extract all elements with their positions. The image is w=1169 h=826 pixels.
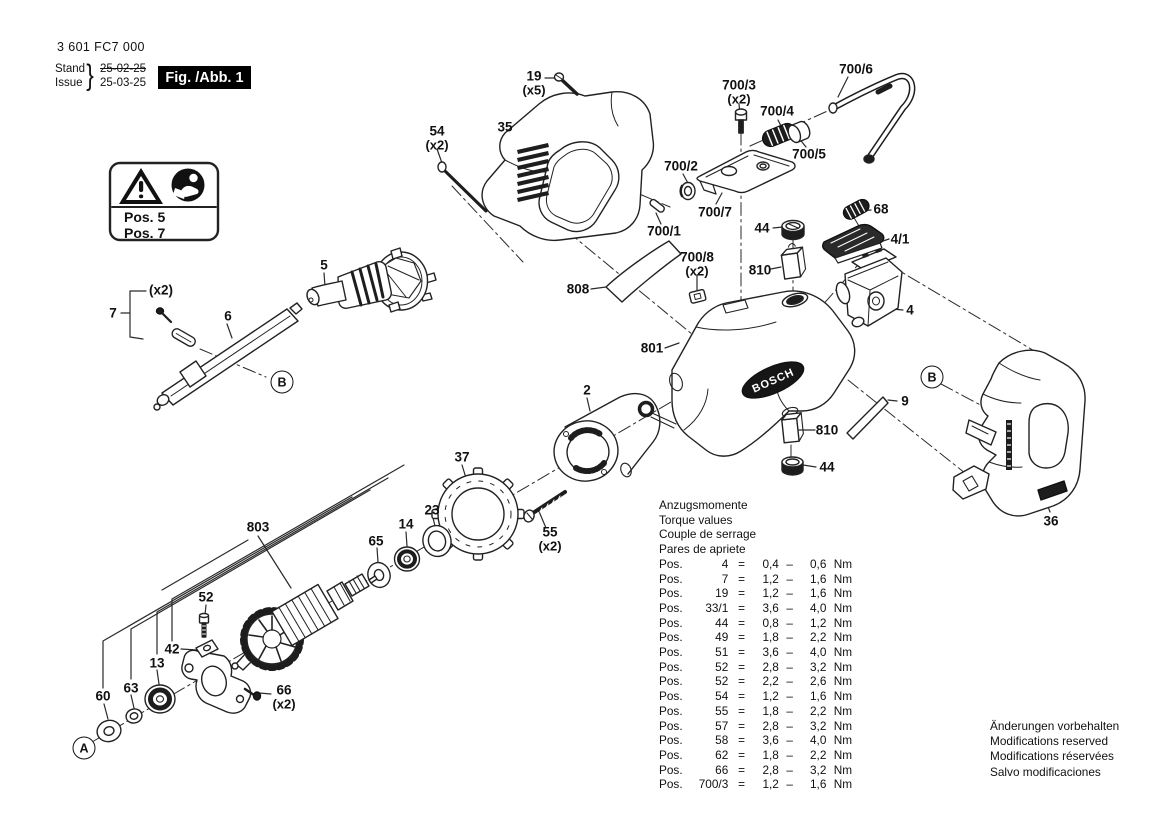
part-number-label [873, 202, 888, 216]
part-number-label [149, 283, 173, 297]
stand-issue-labels [55, 62, 85, 90]
part-number-text: 9 [901, 393, 909, 409]
part-number-text: 44 [819, 459, 835, 475]
torque-range-dash: – [786, 703, 793, 718]
torque-unit: Nm [833, 703, 853, 718]
torque-max-value: 1,2 [810, 615, 827, 630]
part-number-label [754, 221, 769, 235]
torque-pos-number: 54 [715, 689, 729, 704]
part-number-text: 2 [583, 382, 591, 398]
modifications-notice [990, 719, 1119, 780]
torque-row [659, 660, 852, 675]
torque-pos-prefix: Pos. [659, 571, 683, 586]
torque-equals: = [738, 600, 745, 615]
torque-range-dash: – [786, 645, 793, 660]
read-manual-icon [172, 169, 205, 202]
torque-min-value: 3,6 [762, 600, 779, 615]
torque-max-value: 4,0 [810, 600, 827, 615]
part-number-label [664, 159, 698, 173]
torque-pos-number: 4 [721, 556, 729, 571]
part-number-label [647, 224, 681, 238]
torque-range-dash: – [786, 586, 793, 601]
torque-equals: = [738, 747, 745, 762]
torque-pos-number: 51 [715, 645, 729, 660]
torque-max-value: 3,2 [810, 659, 827, 674]
part-number-label [906, 303, 914, 317]
part-700-1-pin [649, 198, 666, 213]
torque-row [659, 586, 852, 601]
part-quantity-text: (x5) [522, 82, 546, 97]
torque-range-dash: – [786, 659, 793, 674]
torque-unit: Nm [833, 556, 853, 571]
torque-equals: = [738, 586, 745, 601]
part-number-text: 700/4 [760, 103, 794, 119]
part-quantity-text: (x2) [538, 538, 562, 553]
torque-equals: = [738, 659, 745, 674]
torque-pos-prefix: Pos. [659, 600, 683, 615]
torque-range-dash: – [786, 762, 793, 777]
torque-pos-number: 7 [721, 571, 729, 586]
torque-equals: = [738, 718, 745, 733]
torque-range-dash: – [786, 747, 793, 762]
part-number-label [1043, 514, 1058, 528]
part-number-text: 700/6 [839, 61, 873, 77]
part-number-text: 55 [542, 524, 558, 540]
torque-pos-prefix: Pos. [659, 703, 683, 718]
torque-unit: Nm [833, 762, 853, 777]
torque-pos-number: 700/3 [698, 777, 729, 792]
part-number-label [816, 423, 839, 437]
part-number-label [198, 590, 213, 604]
part-700-3-screw [736, 109, 747, 133]
part-number-text: 5 [320, 257, 328, 273]
part-number-text: 66 [276, 682, 292, 698]
torque-pos-number: 49 [715, 630, 729, 645]
torque-equals: = [738, 630, 745, 645]
part-number-text: 700/7 [698, 204, 732, 220]
part-number-label [454, 450, 469, 464]
torque-row [659, 748, 852, 763]
torque-min-value: 1,2 [762, 689, 779, 704]
torque-pos-prefix: Pos. [659, 615, 683, 630]
torque-min-value: 1,8 [762, 630, 779, 645]
torque-pos-prefix: Pos. [659, 674, 683, 689]
part-13-ball-bearing [145, 685, 175, 713]
torque-equals: = [738, 762, 745, 777]
torque-pos-prefix: Pos. [659, 747, 683, 762]
torque-row [659, 572, 852, 587]
part-number-text: 35 [497, 119, 513, 135]
part-number-text: (x2) [148, 282, 174, 298]
part-52-screw [200, 614, 209, 638]
torque-range-dash: – [786, 777, 793, 792]
torque-range-dash: – [786, 571, 793, 586]
torque-range-dash: – [786, 556, 793, 571]
part-42-crank-arm [182, 640, 251, 713]
part-number-label [698, 205, 732, 219]
torque-table-rows [659, 557, 852, 792]
torque-range-dash: – [786, 600, 793, 615]
part-number-label [839, 62, 873, 76]
torque-row [659, 616, 852, 631]
part-number-label [149, 656, 164, 670]
torque-pos-number: 57 [715, 718, 729, 733]
part-54-screw [438, 162, 486, 211]
torque-row [659, 733, 852, 748]
part-number-label [224, 309, 232, 323]
part-number-label [749, 263, 772, 277]
torque-range-dash: – [786, 615, 793, 630]
torque-min-value: 3,6 [762, 733, 779, 748]
issue-date: 25-03-25 [100, 77, 147, 89]
torque-pos-number: 44 [715, 615, 729, 630]
torque-unit: Nm [833, 777, 853, 792]
torque-min-value: 2,8 [762, 762, 779, 777]
part-number-text: 808 [566, 281, 590, 297]
torque-equals: = [738, 645, 745, 660]
torque-max-value: 1,6 [810, 571, 827, 586]
stand-date: 25-02-25 [100, 63, 147, 75]
torque-equals: = [738, 571, 745, 586]
torque-pos-prefix: Pos. [659, 777, 683, 792]
torque-pos-prefix: Pos. [659, 659, 683, 674]
torque-min-value: 3,6 [762, 645, 779, 660]
view-letter-badge: B [921, 366, 944, 389]
torque-range-dash: – [786, 718, 793, 733]
torque-range-dash: – [786, 630, 793, 645]
part-number-text: 700/5 [792, 146, 826, 162]
torque-max-value: 2,2 [810, 630, 827, 645]
part-number-text: 52 [198, 589, 214, 605]
safety-pos-line: Pos. 5 [124, 209, 166, 225]
part-44-brush-cap-upper [782, 221, 804, 240]
part-number-text: 700/2 [664, 158, 698, 174]
part-number-label [641, 341, 664, 355]
torque-min-value: 1,2 [762, 571, 779, 586]
part-700-2-nut [681, 183, 695, 200]
torque-max-value: 4,0 [810, 733, 827, 748]
part-number-label [522, 70, 545, 97]
torque-row [659, 630, 852, 645]
part-number-text: 14 [398, 516, 414, 532]
torque-min-value: 1,8 [762, 747, 779, 762]
part-number-label [583, 383, 591, 397]
torque-row [659, 601, 852, 616]
torque-equals: = [738, 689, 745, 704]
part-number-text: 700/3 [722, 77, 756, 93]
part-35-gear-housing [482, 92, 653, 241]
torque-unit: Nm [833, 659, 853, 674]
torque-pos-prefix: Pos. [659, 718, 683, 733]
part-number-label [722, 79, 756, 106]
part-number-label [95, 689, 110, 703]
torque-row [659, 719, 852, 734]
part-number-label [368, 534, 383, 548]
view-letter-badge: B [271, 371, 294, 394]
part-number-label [901, 394, 909, 408]
torque-unit: Nm [833, 674, 853, 689]
part-number-text: 37 [454, 449, 470, 465]
part-number-text: 700/8 [680, 249, 714, 265]
part-number-text: 42 [164, 641, 180, 657]
part-number-text: 54 [429, 123, 445, 139]
part-number-text: 700/1 [647, 223, 681, 239]
torque-table-title-line: Torque values [659, 512, 733, 527]
torque-max-value: 2,2 [810, 703, 827, 718]
torque-max-value: 0,6 [810, 556, 827, 571]
part-number-label [320, 258, 328, 272]
part-number-text: 803 [246, 519, 270, 535]
part-63-ring [124, 707, 143, 725]
torque-row [659, 689, 852, 704]
torque-range-dash: – [786, 733, 793, 748]
part-number-label [891, 232, 910, 246]
part-number-label [164, 642, 179, 656]
part-number-text: 801 [640, 340, 664, 356]
torque-range-dash: – [786, 674, 793, 689]
part-quantity-text: (x2) [272, 696, 296, 711]
torque-equals: = [738, 733, 745, 748]
torque-pos-prefix: Pos. [659, 733, 683, 748]
torque-unit: Nm [833, 600, 853, 615]
torque-min-value: 2,2 [762, 674, 779, 689]
torque-pos-number: 52 [715, 659, 729, 674]
part-number-text: 6 [224, 308, 232, 324]
bosch-logo-text: BOSCH [750, 366, 797, 396]
part-number-label [425, 125, 448, 152]
torque-row [659, 557, 852, 572]
torque-pos-number: 62 [715, 747, 729, 762]
torque-min-value: 0,4 [762, 556, 779, 571]
torque-row [659, 763, 852, 778]
view-letter-badge: A [73, 737, 96, 760]
part-number-label [109, 306, 117, 320]
part-number-label [538, 526, 561, 553]
torque-table [659, 498, 852, 792]
part-quantity-text: (x2) [685, 263, 709, 278]
torque-row [659, 674, 852, 689]
part-number-label [247, 520, 270, 534]
torque-row [659, 645, 852, 660]
part-quantity-text: (x2) [425, 137, 449, 152]
part-36-handle-housing [953, 350, 1085, 516]
part-number-text: 4 [906, 302, 914, 318]
torque-min-value: 2,8 [762, 718, 779, 733]
torque-pos-prefix: Pos. [659, 556, 683, 571]
part-700-8-plate [689, 289, 706, 303]
part-number-text: 44 [754, 220, 770, 236]
part-19-screw [555, 73, 578, 94]
torque-max-value: 1,6 [810, 689, 827, 704]
part-number-label [680, 251, 714, 278]
part-number-label [497, 120, 512, 134]
torque-pos-number: 66 [715, 762, 729, 777]
part-2-stator [548, 394, 676, 487]
part-number-text: 65 [368, 533, 384, 549]
torque-table-title-line: Couple de serrage [659, 527, 757, 542]
modifications-notice-line: Modifications reserved [990, 734, 1109, 749]
torque-pos-prefix: Pos. [659, 689, 683, 704]
torque-equals: = [738, 777, 745, 792]
part-number-text: 68 [873, 201, 889, 217]
modifications-notice-line: Salvo modificaciones [990, 764, 1101, 779]
part-810-carbon-brush-lower [781, 413, 804, 443]
torque-pos-number: 55 [715, 703, 729, 718]
part-number-text: 810 [748, 262, 772, 278]
torque-min-value: 1,8 [762, 703, 779, 718]
stand-issue-brace: } [86, 59, 94, 92]
torque-equals: = [738, 556, 745, 571]
torque-row [659, 704, 852, 719]
part-number-text: 7 [109, 305, 117, 321]
stand-issue-dates [100, 62, 146, 90]
part-number-text: 23 [424, 502, 440, 518]
modifications-notice-line: Änderungen vorbehalten [990, 719, 1120, 733]
part-number-label [398, 517, 413, 531]
torque-row [659, 777, 852, 792]
part-number-text: 4/1 [890, 231, 910, 247]
torque-range-dash: – [786, 689, 793, 704]
torque-min-value: 2,8 [762, 659, 779, 674]
torque-unit: Nm [833, 586, 853, 601]
torque-equals: = [738, 674, 745, 689]
torque-unit: Nm [833, 718, 853, 733]
torque-table-title-line: Anzugsmomente [659, 498, 748, 512]
torque-max-value: 4,0 [810, 645, 827, 660]
stand-label: Stand [55, 63, 86, 75]
part-number-text: 60 [95, 688, 111, 704]
torque-max-value: 2,2 [810, 747, 827, 762]
torque-max-value: 2,6 [810, 674, 827, 689]
part-number-label [792, 147, 826, 161]
torque-pos-number: 58 [715, 733, 729, 748]
part-68-spring [841, 197, 871, 221]
part-number-label [272, 684, 295, 711]
torque-equals: = [738, 615, 745, 630]
part-number-text: 63 [123, 680, 139, 696]
torque-table-titles [659, 498, 852, 557]
safety-pos-lines [124, 209, 165, 241]
part-60-washer [95, 718, 124, 745]
part-55-screw [522, 492, 565, 523]
part-808-label-sticker [606, 241, 681, 302]
torque-pos-number: 19 [715, 586, 729, 601]
part-quantity-text: (x2) [727, 91, 751, 106]
part-14-ball-bearing [395, 547, 420, 571]
safety-pos-line: Pos. 7 [124, 225, 166, 241]
torque-pos-prefix: Pos. [659, 645, 683, 660]
torque-pos-number: 33/1 [705, 600, 729, 615]
torque-unit: Nm [833, 747, 853, 762]
torque-unit: Nm [833, 645, 853, 660]
modifications-notice-line: Modifications réservées [990, 749, 1114, 764]
torque-pos-prefix: Pos. [659, 762, 683, 777]
part-number-label [760, 104, 794, 118]
torque-max-value: 1,6 [810, 586, 827, 601]
part-803-armature [232, 574, 377, 670]
part-9-name-plate [847, 397, 888, 439]
part-7-clamp-set [157, 308, 197, 348]
document-part-number: 3 601 FC7 000 [57, 40, 145, 54]
part-number-text: 13 [149, 655, 165, 671]
part-number-label [567, 282, 590, 296]
torque-max-value: 1,6 [810, 777, 827, 792]
torque-unit: Nm [833, 571, 853, 586]
part-number-label [424, 503, 439, 517]
torque-unit: Nm [833, 630, 853, 645]
part-number-text: 810 [815, 422, 839, 438]
torque-min-value: 1,2 [762, 777, 779, 792]
torque-pos-number: 52 [715, 674, 729, 689]
part-number-text: 19 [526, 68, 542, 84]
torque-unit: Nm [833, 615, 853, 630]
torque-equals: = [738, 703, 745, 718]
torque-min-value: 1,2 [762, 586, 779, 601]
part-number-label [819, 460, 834, 474]
torque-unit: Nm [833, 689, 853, 704]
torque-pos-prefix: Pos. [659, 630, 683, 645]
torque-pos-prefix: Pos. [659, 586, 683, 601]
part-number-text: 36 [1043, 513, 1059, 529]
part-700-7-clamp-plate [697, 151, 795, 195]
torque-max-value: 3,2 [810, 762, 827, 777]
figure-label-box: Fig. /Abb. 1 [158, 66, 251, 89]
part-number-label [123, 681, 138, 695]
part-44-brush-cap-lower [782, 457, 803, 475]
torque-unit: Nm [833, 733, 853, 748]
torque-min-value: 0,8 [762, 615, 779, 630]
torque-table-title-line: Pares de apriete [659, 542, 746, 557]
torque-max-value: 3,2 [810, 718, 827, 733]
issue-label: Issue [55, 77, 83, 89]
